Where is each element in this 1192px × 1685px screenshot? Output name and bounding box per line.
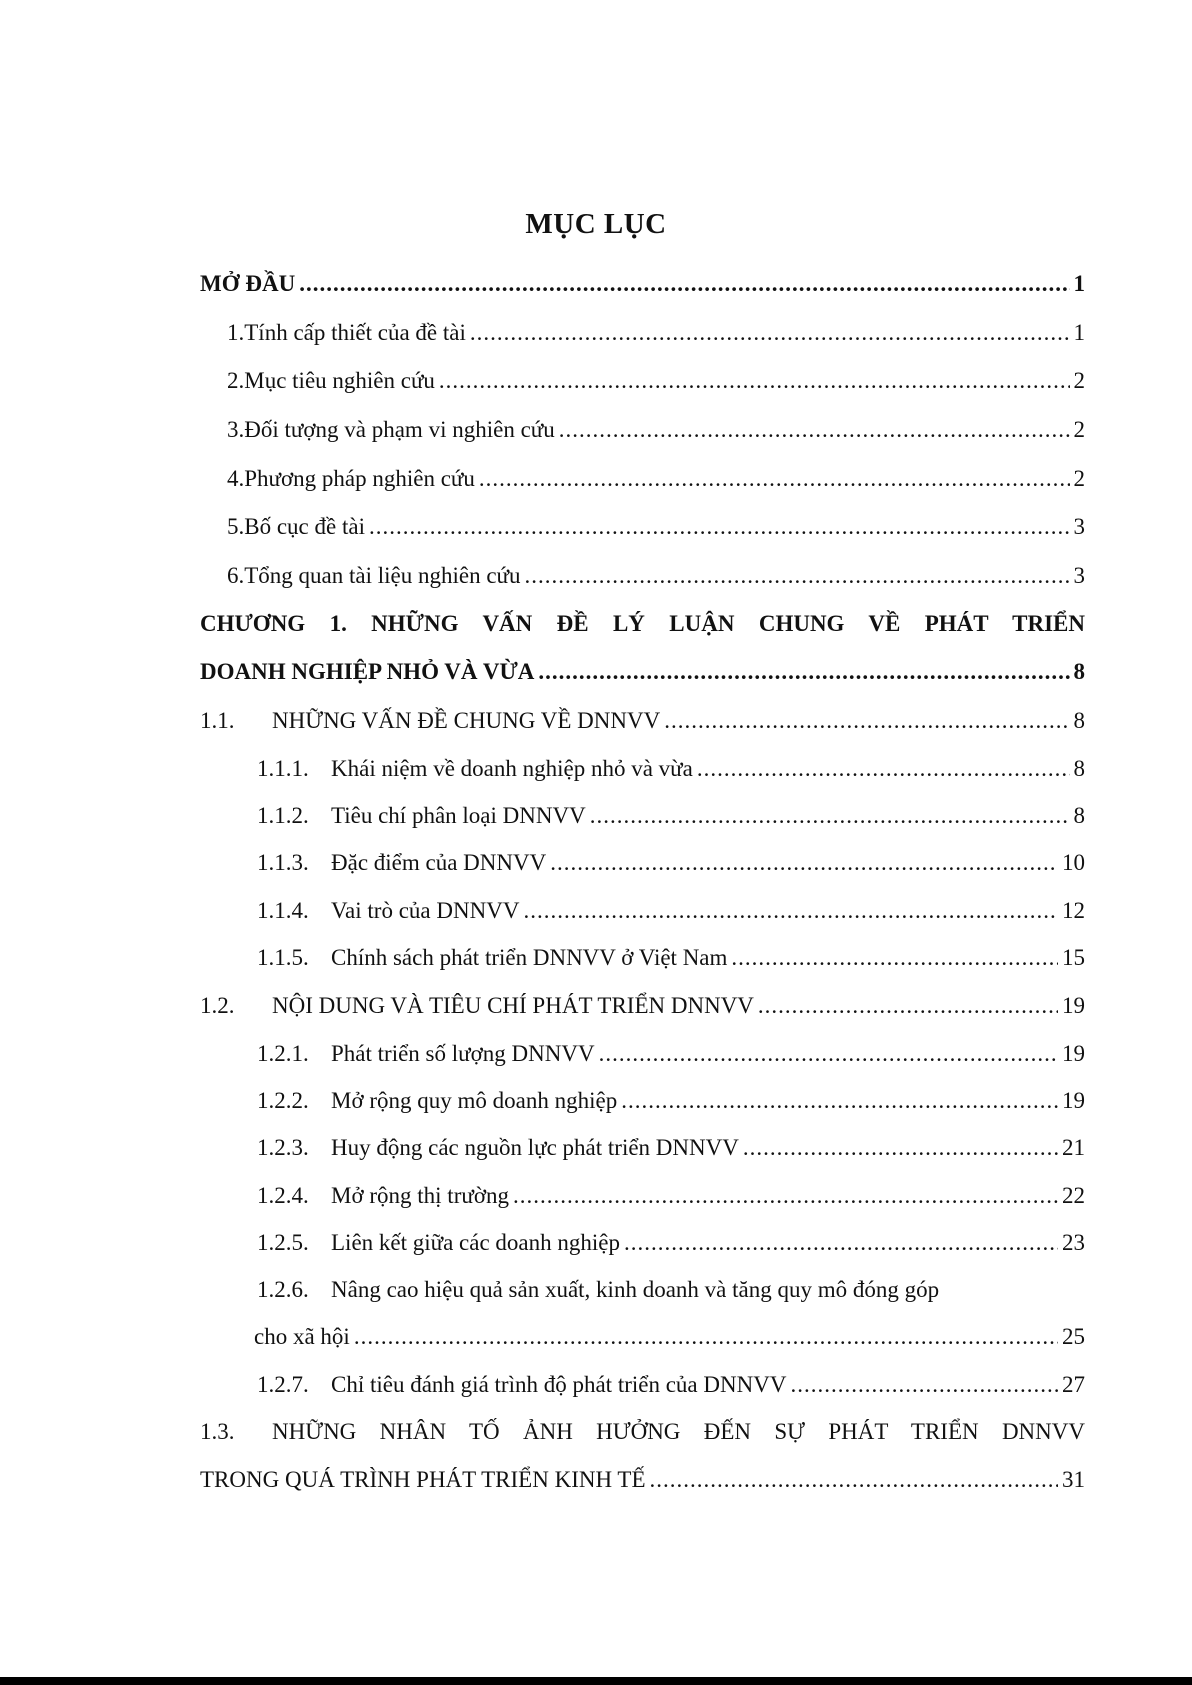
toc-leader-dots [599,1039,1058,1069]
toc-entry-number: 1.3. [200,1419,235,1444]
toc-entry-label: Phát triển số lượng DNNVV [331,1041,595,1066]
toc-entry-label: Chính sách phát triển DNNVV ở Việt Nam [331,945,728,970]
toc-entry-label: Phương pháp nghiên cứu [244,466,475,491]
toc-entry-subsection[interactable] [257,801,1085,831]
toc-entry-subsection[interactable] [257,1086,1085,1116]
toc-entry-subsection[interactable] [257,1228,1085,1258]
toc-entry[interactable] [227,561,1085,591]
toc-entry-section[interactable] [200,991,1085,1021]
toc-entry-label: cho xã hội [254,1324,350,1349]
toc-entry-number: 1.2. [200,993,235,1018]
toc-page-number: 8 [1073,659,1085,684]
toc-entry[interactable] [227,512,1085,542]
toc-entry-number: 1.2.5. [257,1230,309,1255]
toc-leader-dots [743,1133,1058,1163]
toc-leader-dots [538,657,1069,687]
toc-entry-label-line1: NHỮNG NHÂN TỐ ẢNH HƯỞNG ĐẾN SỰ PHÁT TRIỂN DNNVV [272,1419,1085,1444]
toc-entry-number: 1.2.6. [257,1277,309,1302]
toc-leader-dots [650,1465,1058,1495]
toc-leader-dots [479,464,1070,494]
toc-entry-label: TRONG QUÁ TRÌNH PHÁT TRIỂN KINH TẾ [200,1467,646,1492]
toc-entry-label: Mở rộng thị trường [331,1183,509,1208]
toc-entry-label-line1: Nâng cao hiệu quả sản xuất, kinh doanh và tăng quy mô đóng góp [331,1277,940,1302]
toc-entry-section[interactable] [200,706,1085,736]
toc-leader-dots [299,269,1069,299]
toc-entry-number: 6. [227,563,245,588]
toc-entry-subsection[interactable] [257,1133,1085,1163]
toc-entry-subsection[interactable] [257,754,1085,784]
toc-page-number: 22 [1062,1183,1085,1208]
toc-leader-dots [513,1181,1058,1211]
toc-entry-label: Tiêu chí phân loại DNNVV [331,803,586,828]
toc-entry-label: Huy động các nguồn lực phát triển DNNVV [331,1135,739,1160]
toc-entry-label: Mục tiêu nghiên cứu [244,368,435,393]
toc-entry-number: 4. [227,466,245,491]
toc-entry-number: 1. [227,320,245,345]
toc-page-number: 19 [1062,993,1085,1018]
toc-leader-dots [731,943,1058,973]
toc-entry-label: Liên kết giữa các doanh nghiệp [331,1230,620,1255]
toc-entry-subsection-line1[interactable] [257,1275,1057,1305]
toc-entry-number: 1.2.1. [257,1041,309,1066]
toc-leader-dots [790,1370,1058,1400]
toc-chapter-heading-line1[interactable]: CHƯƠNG 1. NHỮNG VẤN ĐỀ LÝ LUẬN CHUNG VỀ PHÁT TRIỂN [200,611,1085,636]
toc-entry-number: 1.1. [200,708,235,733]
toc-page-number: 2 [1073,466,1085,491]
toc-page-number: 31 [1062,1467,1085,1492]
toc-entry[interactable] [227,415,1085,445]
toc-entry-label: Bố cục đề tài [244,514,365,539]
toc-leader-dots [758,991,1058,1021]
toc-entry-subsection[interactable] [257,1039,1085,1069]
toc-leader-dots [439,366,1070,396]
toc-leader-dots [590,801,1070,831]
toc-entry-label: Tổng quan tài liệu nghiên cứu [244,563,521,588]
toc-entry-subsection[interactable] [257,1370,1085,1400]
toc-page-number: 21 [1062,1135,1085,1160]
toc-leader-dots [559,415,1070,445]
toc-entry-number: 5. [227,514,245,539]
toc-entry-label: Vai trò của DNNVV [331,898,520,923]
toc-entry-label: Đối tượng và phạm vi nghiên cứu [244,417,555,442]
toc-entry-number: 2. [227,368,245,393]
toc-entry-label: DOANH NGHIỆP NHỎ VÀ VỪA [200,659,535,684]
toc-entry-number: 1.2.7. [257,1372,309,1397]
toc-page-number: 23 [1062,1230,1085,1255]
toc-entry-number: 1.2.2. [257,1088,309,1113]
toc-leader-dots [525,561,1070,591]
toc-entry-subsection[interactable] [257,1181,1085,1211]
toc-entry-subsection[interactable] [257,848,1085,878]
toc-entry-number: 1.1.1. [257,756,309,781]
toc-page-number: 3 [1073,563,1085,588]
toc-leader-dots [664,706,1069,736]
toc-leader-dots [697,754,1070,784]
toc-entry-section-line2[interactable] [200,1465,1085,1495]
toc-entry-number: 1.1.3. [257,850,309,875]
toc-entry-number: 1.1.5. [257,945,309,970]
toc-page-number: 12 [1062,898,1085,923]
toc-page-number: 25 [1062,1324,1085,1349]
toc-entry-label: Tính cấp thiết của đề tài [244,320,466,345]
toc-page-number: 2 [1073,417,1085,442]
toc-page-number: 10 [1062,850,1085,875]
toc-entry-section-line1[interactable] [200,1417,1085,1447]
toc-page-number: 15 [1062,945,1085,970]
toc-entry-intro[interactable] [200,269,1085,299]
toc-leader-dots [624,1228,1058,1258]
toc-page-number: 1 [1073,320,1085,345]
toc-entry-subsection-line2[interactable] [254,1322,1085,1352]
toc-page-number: 19 [1062,1041,1085,1066]
toc-leader-dots [550,848,1058,878]
toc-entry-label: Chỉ tiêu đánh giá trình độ phát triển của DNNVV [331,1372,787,1397]
page-title: MỤC LỤC [525,208,667,240]
toc-leader-dots [354,1322,1058,1352]
toc-page-number: 1 [1073,271,1085,296]
toc-entry-number: 1.1.4. [257,898,309,923]
toc-page-number: 2 [1073,368,1085,393]
toc-entry-label: Khái niệm về doanh nghiệp nhỏ và vừa [331,756,693,781]
toc-page-number: 8 [1073,803,1085,828]
toc-entry[interactable] [227,464,1085,494]
toc-entry-number: 1.2.4. [257,1183,309,1208]
toc-entry-subsection[interactable] [257,896,1085,926]
toc-page-number: 27 [1062,1372,1085,1397]
toc-entry-label: NHỮNG VẤN ĐỀ CHUNG VỀ DNNVV [272,708,661,733]
toc-entry-number: 1.2.3. [257,1135,309,1160]
toc-leader-dots [621,1086,1058,1116]
toc-page-number: 8 [1073,708,1085,733]
toc-entry-number: 1.1.2. [257,803,309,828]
toc-page-number: 19 [1062,1088,1085,1113]
toc-entry[interactable] [227,318,1085,348]
toc-entry[interactable] [227,366,1085,396]
toc-leader-dots [470,318,1070,348]
toc-page-number: 8 [1073,756,1085,781]
toc-page-number: 3 [1073,514,1085,539]
toc-entry-label: NỘI DUNG VÀ TIÊU CHÍ PHÁT TRIỂN DNNVV [272,993,754,1018]
toc-leader-dots [369,512,1070,542]
toc-entry-label: Đặc điểm của DNNVV [331,850,547,875]
page-bottom-border [0,1677,1192,1685]
toc-leader-dots [523,896,1058,926]
toc-entry-number: 3. [227,417,245,442]
toc-entry-subsection[interactable] [257,943,1085,973]
toc-entry-label: MỞ ĐẦU [200,271,296,296]
toc-entry-label: Mở rộng quy mô doanh nghiệp [331,1088,618,1113]
toc-entry-chapter-1[interactable] [200,657,1085,687]
